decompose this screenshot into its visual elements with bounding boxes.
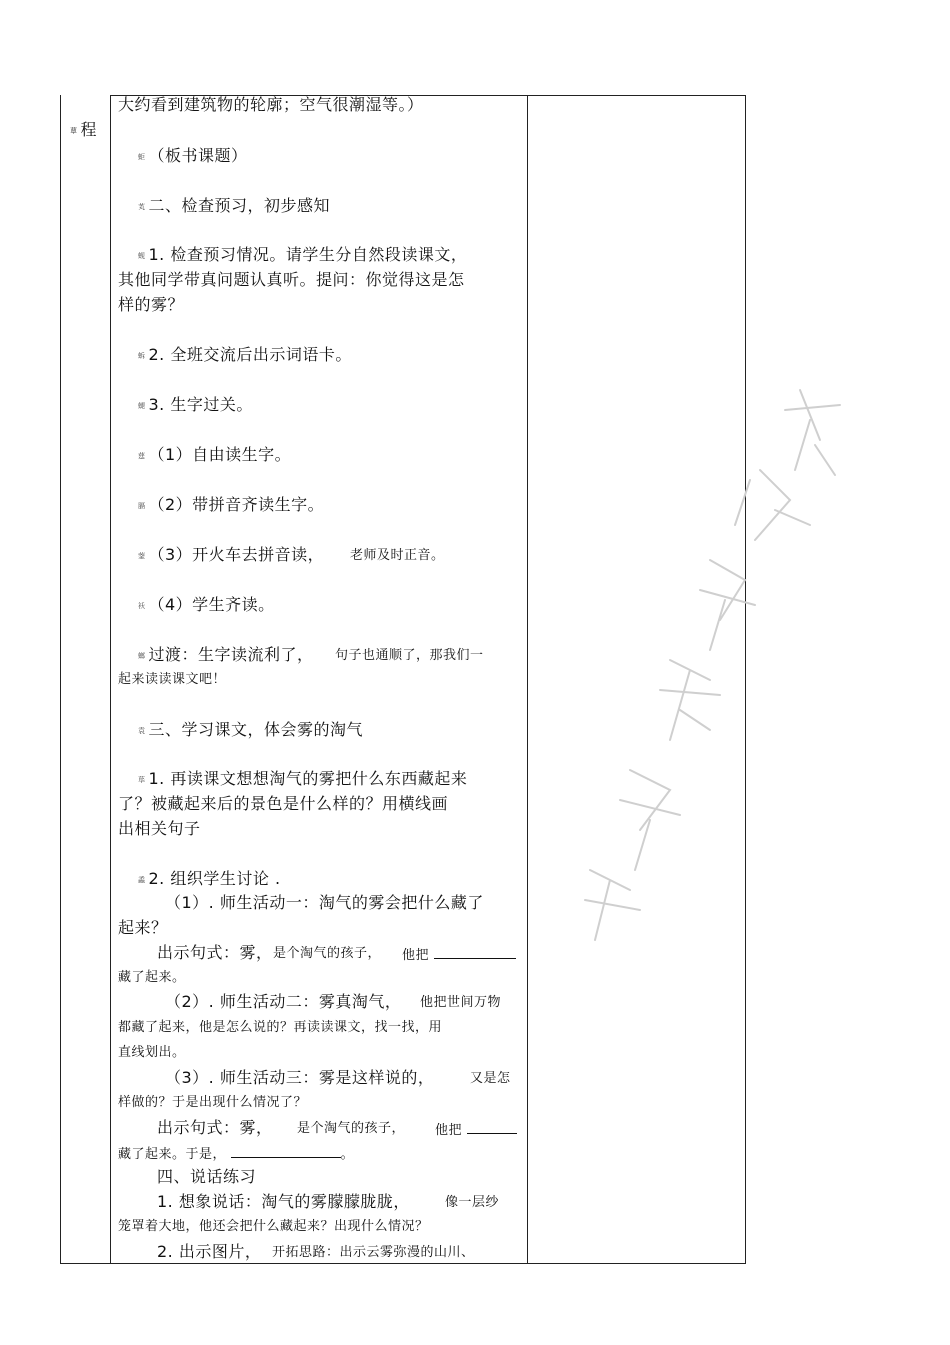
text-line: 出相关句子 (118, 819, 201, 838)
text-line: 像一层纱 (445, 1195, 500, 1210)
text-line: 出示句式：雾， (157, 943, 273, 962)
watermark-decoration (560, 350, 860, 950)
text-line: 荜 1. 再读课文想想淘气的雾把什么东西藏起来 (138, 769, 468, 788)
text-line: 他把 (435, 1119, 517, 1141)
fill-in-blank (467, 1119, 517, 1134)
text-line: 蓥 （3）开火车去拼音读， (138, 545, 325, 564)
text-line: 蟊 2. 组织学生讨论 . (138, 869, 281, 888)
text-line: 样的雾？ (118, 295, 185, 314)
text-line: 藏了起来。于是， 。 (118, 1143, 354, 1165)
text-line: 是个淘气的孩子， (273, 946, 382, 961)
table-bottom-border (60, 1263, 746, 1264)
fill-in-blank (434, 944, 516, 959)
text-line: 袄 （4）学生齐读。 (138, 595, 275, 614)
text-line: （3）. 师生活动三：雾是这样说的， (165, 1068, 435, 1087)
text-line: （2）. 师生活动二：雾真淘气， (165, 992, 402, 1011)
text-line: 起来读读课文吧！ (118, 672, 227, 687)
text-line: 样做的？于是出现什么情况了？ (118, 1095, 308, 1110)
text-line: 开拓思路：出示云雾弥漫的山川、 (272, 1245, 475, 1260)
text-line: 又是怎 (470, 1071, 511, 1086)
fill-in-blank (231, 1143, 341, 1158)
text-line: 直线划出。 (118, 1045, 186, 1060)
text-line: 他把 (402, 944, 516, 966)
table-right-border (745, 95, 746, 1263)
text-line: （1）. 师生活动一：淘气的雾会把什么藏了 (165, 893, 484, 912)
text-line: 他把世间万物 (420, 995, 502, 1010)
text-line: 蚬 1. 检查预习情况。请学生分自然段读课文， (138, 245, 468, 264)
text-line: 莛 （1）自由读生字。 (138, 445, 292, 464)
section-heading: 芄 二、检查预习，初步感知 (138, 196, 331, 215)
text-line: 2. 出示图片， (157, 1242, 262, 1261)
stage-label: 蕈 程 (70, 120, 98, 139)
text-line: 螁 3. 生字过关。 (138, 395, 253, 414)
text-line: 大约看到建筑物的轮廓；空气很潮湿等。） (118, 95, 424, 114)
column-divider-2 (527, 95, 528, 1263)
text-line: 螂 过渡：生字读流利了， (138, 645, 314, 664)
column-divider-1 (110, 95, 111, 1263)
text-line: 蚸 2. 全班交流后出示词语卡。 (138, 345, 352, 364)
text-line: 都藏了起来，他是怎么说的？再读读课文，找一找，用 (118, 1020, 443, 1035)
text-line: 蚷 （板书课题） (138, 146, 248, 165)
text-line: 了？被藏起来后的景色是什么样的？用横线画 (118, 794, 449, 813)
text-line: 藏了起来。 (118, 970, 186, 985)
table-left-border (60, 95, 61, 1263)
text-line: 1. 想象说话：淘气的雾朦朦胧胧， (157, 1192, 410, 1211)
text-line: 膈 （2）带拼音齐读生字。 (138, 495, 325, 514)
text-line: 起来？ (118, 918, 168, 937)
text-line: 出示句式：雾， (157, 1118, 273, 1137)
text-line: 笼罩着大地，他还会把什么藏起来？出现什么情况？ (118, 1219, 429, 1234)
text-line: 是个淘气的孩子， (297, 1121, 406, 1136)
section-heading: 四、说话练习 (157, 1167, 257, 1186)
text-line: 句子也通顺了，那我们一 (335, 648, 484, 663)
section-heading: 袁 三、学习课文，体会雾的淘气 (138, 720, 364, 739)
text-line: 其他同学带真问题认真听。提问：你觉得这是怎 (118, 270, 465, 289)
text-line: 老师及时正音。 (350, 548, 445, 563)
